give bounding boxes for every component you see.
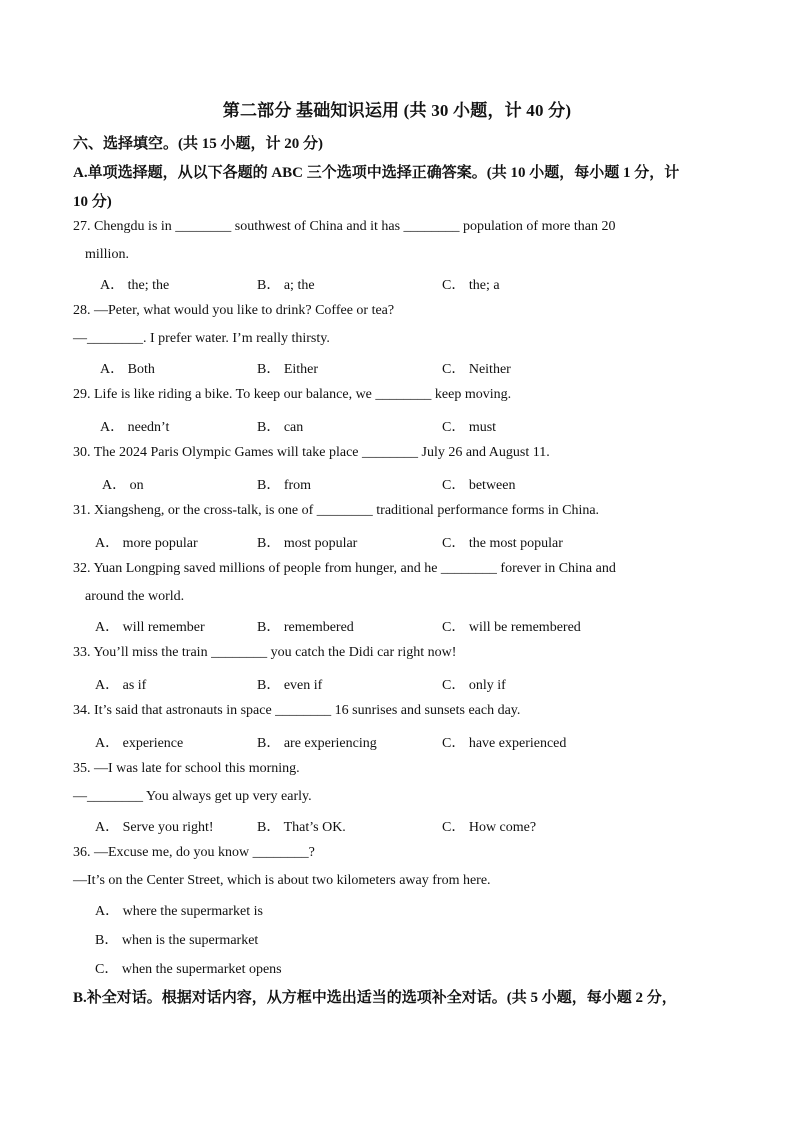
- page-title: 第二部分 基础知识运用 (共 30 小题，计 40 分): [222, 101, 572, 120]
- option-c[interactable]: C． the; a: [442, 278, 500, 293]
- option-a[interactable]: A． the; the: [100, 278, 170, 293]
- question-35-cont: —________ You always get up very early.: [73, 789, 312, 804]
- question-33-options: [95, 674, 715, 694]
- option-c[interactable]: C． only if: [442, 678, 506, 693]
- option-c[interactable]: C． between: [442, 478, 516, 493]
- option-b[interactable]: B． when is the supermarket: [95, 933, 259, 948]
- section-heading: 六、选择填空。(共 15 小题，计 20 分): [73, 136, 323, 152]
- option-a[interactable]: A． where the supermarket is: [95, 904, 263, 919]
- option-c[interactable]: C． will be remembered: [442, 620, 581, 635]
- option-b[interactable]: B． Either: [257, 362, 319, 377]
- option-c[interactable]: C． have experienced: [442, 736, 567, 751]
- option-b[interactable]: B． even if: [257, 678, 323, 693]
- question-27-options: [100, 274, 720, 294]
- option-c[interactable]: C． Neither: [442, 362, 511, 377]
- question-27-cont: million.: [85, 247, 129, 262]
- part-a-heading-cont: 10 分): [73, 194, 112, 210]
- part-b-heading: B.补全对话。根据对话内容，从方框中选出适当的选项补全对话。(共 5 小题，每小题 2 分，: [73, 990, 677, 1006]
- option-a[interactable]: A． more popular: [95, 536, 198, 551]
- question-28-cont: —________. I prefer water. I’m really thirsty.: [73, 331, 330, 346]
- question-31-stem: 31. Xiangsheng, or the cross-talk, is one of ________ traditional performance forms in China.: [73, 503, 600, 518]
- option-a[interactable]: A． will remember: [95, 620, 205, 635]
- option-b[interactable]: B． can: [257, 420, 304, 435]
- question-33-stem: 33. You’ll miss the train ________ you catch the Didi car right now!: [73, 645, 457, 660]
- option-b[interactable]: B． remembered: [257, 620, 354, 635]
- option-a[interactable]: A． needn’t: [100, 420, 170, 435]
- option-c[interactable]: C． the most popular: [442, 536, 563, 551]
- question-32-cont: around the world.: [85, 589, 185, 604]
- question-36-stem: 36. —Excuse me, do you know ________?: [73, 845, 315, 860]
- option-b[interactable]: B． That’s OK.: [257, 820, 346, 835]
- option-c[interactable]: C． How come?: [442, 820, 537, 835]
- option-a[interactable]: A． Both: [100, 362, 155, 377]
- question-30-options: [102, 474, 722, 494]
- question-31-options: [95, 532, 715, 552]
- option-a[interactable]: A． as if: [95, 678, 147, 693]
- option-b[interactable]: B． most popular: [257, 536, 358, 551]
- option-b[interactable]: B． from: [257, 478, 312, 493]
- question-36-cont: —It’s on the Center Street, which is about two kilometers away from here.: [73, 873, 491, 888]
- question-35-stem: 35. —I was late for school this morning.: [73, 761, 300, 776]
- option-b[interactable]: B． a; the: [257, 278, 315, 293]
- question-32-stem: 32. Yuan Longping saved millions of people from hunger, and he ________ forever in China and: [73, 561, 616, 576]
- question-29-stem: 29. Life is like riding a bike. To keep our balance, we ________ keep moving.: [73, 387, 512, 402]
- option-c[interactable]: C． must: [442, 420, 497, 435]
- question-28-stem: 28. —Peter, what would you like to drink? Coffee or tea?: [73, 303, 395, 318]
- question-27-stem: 27. Chengdu is in ________ southwest of China and it has ________ population of more than 20: [73, 219, 616, 234]
- option-a[interactable]: A． experience: [95, 736, 184, 751]
- question-35-options: [95, 816, 715, 836]
- question-28-options: [100, 358, 720, 378]
- part-a-heading: A.单项选择题，从以下各题的 ABC 三个选项中选择正确答案。(共 10 小题，每小题 1 分，计: [73, 165, 680, 181]
- question-34-stem: 34. It’s said that astronauts in space ________ 16 sunrises and sunsets each day.: [73, 703, 521, 718]
- option-b[interactable]: B． are experiencing: [257, 736, 377, 751]
- question-32-options: [95, 616, 715, 636]
- question-34-options: [95, 732, 715, 752]
- option-a[interactable]: A． Serve you right!: [95, 820, 214, 835]
- question-29-options: [100, 416, 720, 436]
- option-a[interactable]: A． on: [102, 478, 144, 493]
- question-30-stem: 30. The 2024 Paris Olympic Games will take place ________ July 26 and August 11.: [73, 445, 550, 460]
- option-c[interactable]: C． when the supermarket opens: [95, 962, 282, 977]
